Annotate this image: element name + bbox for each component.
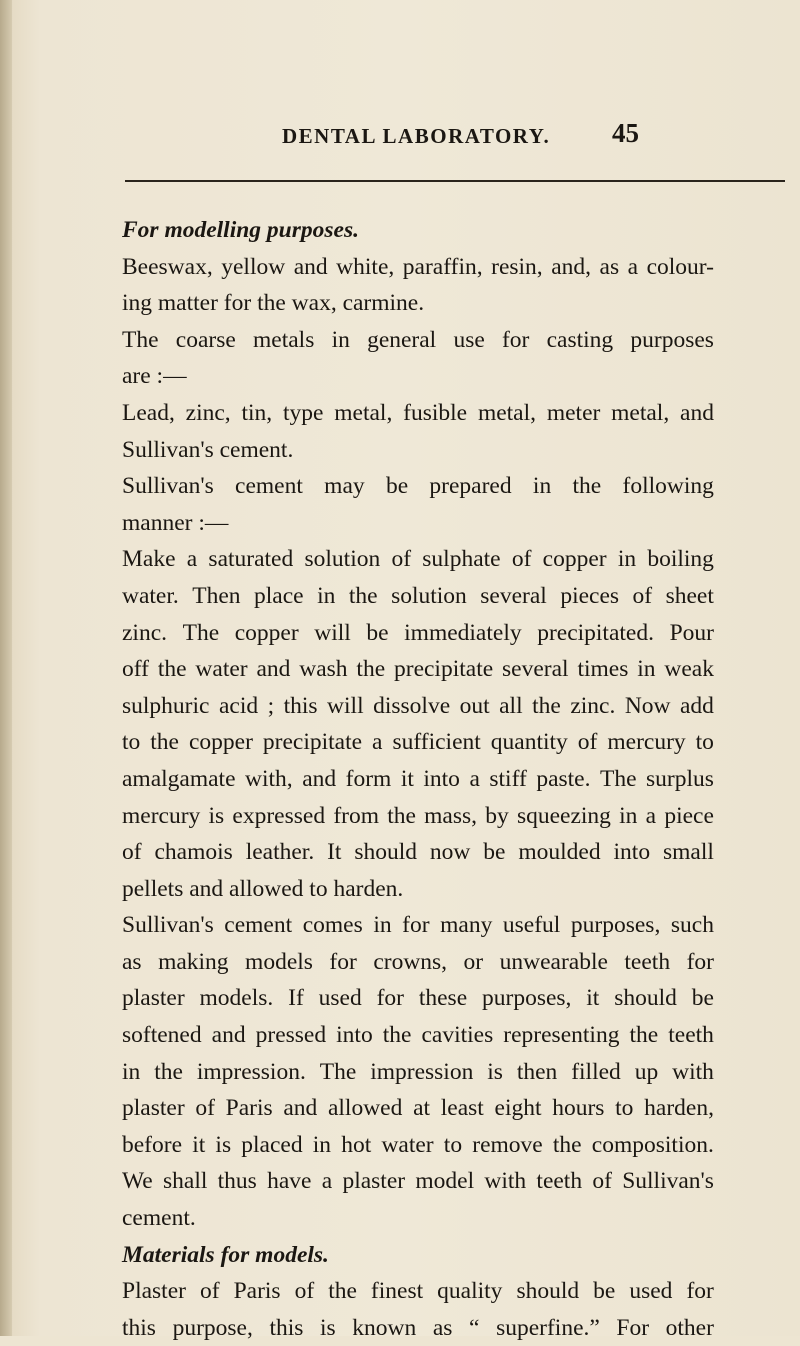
text-line: ing matter for the wax, carmine. <box>122 290 425 317</box>
text-line: Sullivan's cement may be prepared in the following <box>122 473 714 500</box>
body-text <box>122 212 714 1346</box>
text-line: as making models for crowns, or unwearable teeth for <box>122 948 714 975</box>
text-line: before it is placed in hot water to remove the composition. <box>122 1131 714 1158</box>
text-line: cement. <box>122 1205 196 1232</box>
text-line: this purpose, this is known as “ superfine.” For other <box>122 1314 714 1341</box>
text-line: Lead, zinc, tin, type metal, fusible metal, meter metal, and <box>122 399 714 426</box>
text-line: mercury is expressed from the mass, by squeezing in a piece <box>122 802 714 829</box>
text-line: water. Then place in the solution several pieces of sheet <box>122 582 714 609</box>
text-line: sulphuric acid ; this will dissolve out all the zinc. Now add <box>122 692 714 719</box>
section-heading-modelling: For modelling purposes. <box>122 217 359 243</box>
text-line: in the impression. The impression is then filled up with <box>122 1058 714 1085</box>
page-header <box>0 118 800 158</box>
text-line: zinc. The copper will be immediately precipitated. Pour <box>122 619 714 646</box>
text-line: Make a saturated solution of sulphate of copper in boiling <box>122 546 714 573</box>
text-line: softened and pressed into the cavities representing the teeth <box>122 1022 714 1049</box>
gutter-shadow <box>0 0 12 1336</box>
text-line: to the copper precipitate a sufficient quantity of mercury to <box>122 729 714 756</box>
section-heading-materials: Materials for models. <box>122 1241 329 1268</box>
text-line: amalgamate with, and form it into a stiff paste. The surplus <box>122 765 714 792</box>
text-line: are :— <box>122 363 187 390</box>
text-line: manner :— <box>122 509 229 536</box>
text-line: pellets and allowed to harden. <box>122 875 404 902</box>
text-line: plaster models. If used for these purposes, it should be <box>122 985 714 1012</box>
page-number: 45 <box>612 118 639 148</box>
text-line: Beeswax, yellow and white, paraffin, resin, and, as a colour- <box>122 253 714 280</box>
text-line: Sullivan's cement comes in for many useful purposes, such <box>122 912 714 939</box>
text-line: The coarse metals in general use for casting purposes <box>122 326 714 353</box>
text-line: Sullivan's cement. <box>122 436 294 463</box>
text-line: Plaster of Paris of the finest quality should be used for <box>122 1278 714 1305</box>
text-line: off the water and wash the precipitate several times in weak <box>122 656 714 683</box>
text-line: of chamois leather. It should now be moulded into small <box>122 839 714 866</box>
header-rule <box>125 180 785 182</box>
running-head: DENTAL LABORATORY. <box>282 124 551 148</box>
text-line: plaster of Paris and allowed at least eight hours to harden, <box>122 1095 714 1122</box>
text-line: We shall thus have a plaster model with teeth of Sullivan's <box>122 1168 714 1195</box>
